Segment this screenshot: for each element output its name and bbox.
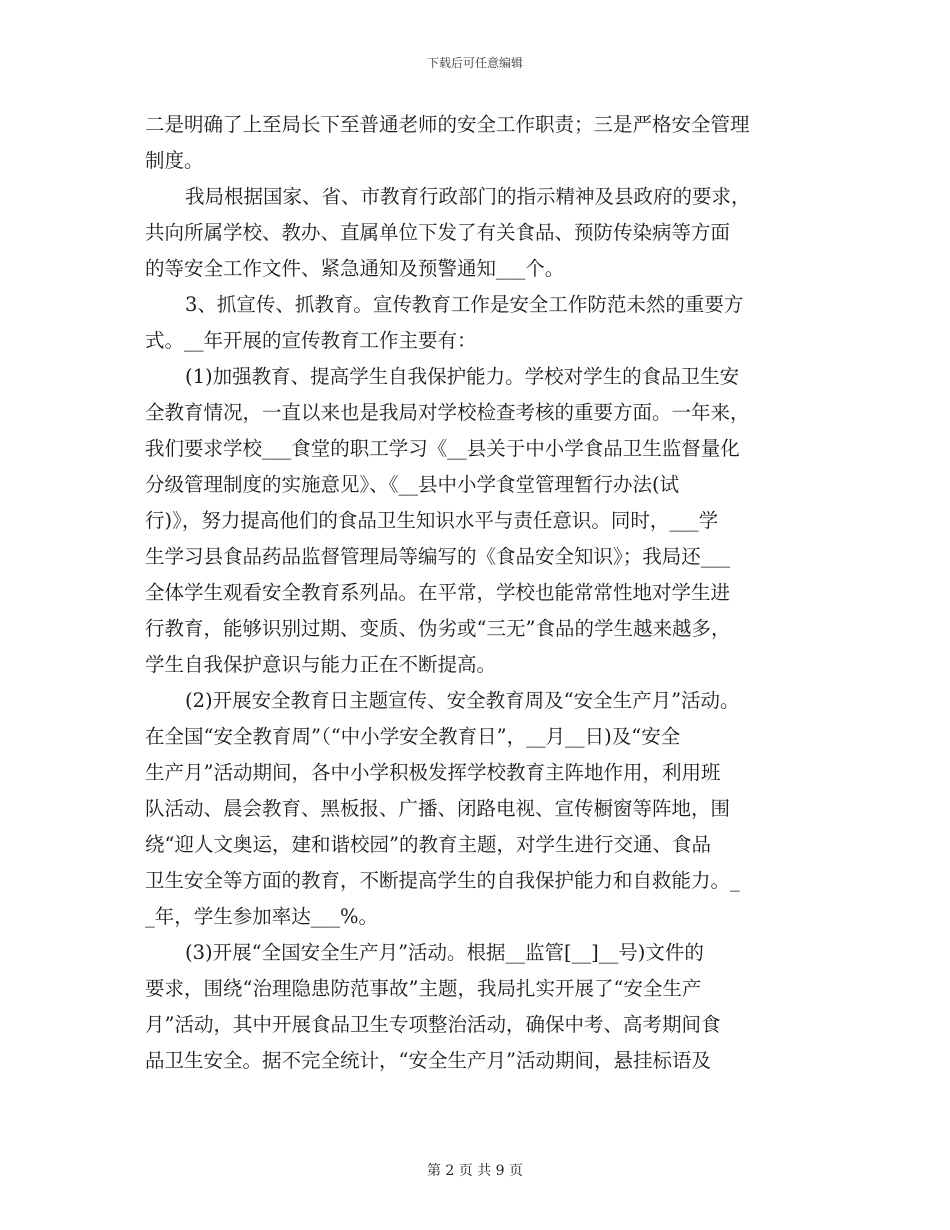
text-line: 我局根据国家、省、市教育行政部门的指示精神及县政府的要求， — [185, 185, 751, 208]
text-line: 月”活动，其中开展食品卫生专项整治活动，确保中考、高考期间食 — [145, 1013, 721, 1036]
text-line: 行)》，努力提高他们的食品卫生知识水平与责任意识。同时，___学 — [145, 509, 719, 532]
text-line: 品卫生安全。据不完全统计，“安全生产月”活动期间，悬挂标语及 — [145, 1049, 711, 1072]
text-line: 生学习县食品药品监督管理局等编写的《食品安全知识》；我局还___ — [145, 545, 731, 568]
text-line: 行教育，能够识别过期、变质、伪劣或“三无”食品的学生越来越多， — [145, 617, 731, 640]
text-line: (1)加强教育、提高学生自我保护能力。学校对学生的食品卫生安 — [185, 365, 740, 388]
text-line: _年，学生参加率达___%。 — [145, 905, 379, 928]
text-line: 要求，围绕“治理隐患防范事故”主题，我局扎实开展了“安全生产 — [145, 977, 702, 1000]
text-line: 二是明确了上至局长下至普通老师的安全工作职责；三是严格安全管理 — [145, 113, 750, 136]
text-line: 分级管理制度的实施意见》、《__县中小学食堂管理暂行办法(试 — [145, 473, 680, 496]
text-line: 制度。 — [145, 149, 204, 172]
text-line: 我们要求学校___食堂的职工学习《__县关于中小学食品卫生监督量化 — [145, 437, 740, 460]
text-line: 在全国“安全教育周”（“中小学安全教育日”，__月__日)及“安全 — [145, 725, 681, 748]
text-line: 全教育情况，一直以来也是我局对学校检查考核的重要方面。一年来， — [145, 401, 750, 424]
text-line: 式。__年开展的宣传教育工作主要有： — [145, 329, 477, 352]
text-line: 学生自我保护意识与能力正在不断提高。 — [145, 653, 497, 676]
text-line: 全体学生观看安全教育系列品。在平常，学校也能常常性地对学生进 — [145, 581, 731, 604]
page-header: 下载后可任意编辑 — [426, 56, 523, 70]
text-line: 3、抓宣传、抓教育。宣传教育工作是安全工作防范未然的重要方 — [185, 293, 744, 316]
text-line: 队活动、晨会教育、黑板报、广播、闭路电视、宣传橱窗等阵地，围 — [145, 797, 731, 820]
text-line: 共向所属学校、教办、直属单位下发了有关食品、预防传染病等方面 — [145, 221, 731, 244]
text-line: 卫生安全等方面的教育，不断提高学生的自我保护能力和自救能力。_ — [145, 869, 740, 892]
document-body — [145, 107, 835, 1079]
text-line: (2)开展安全教育日主题宣传、安全教育周及“安全生产月”活动。 — [185, 689, 740, 712]
text-line: 绕“迎人文奥运，建和谐校园”的教育主题，对学生进行交通、食品 — [145, 833, 711, 856]
text-line: 生产月”活动期间，各中小学积极发挥学校教育主阵地作用，利用班 — [145, 761, 721, 784]
page-footer: 第 2 页 共 9 页 — [426, 1163, 524, 1179]
text-line: 的等安全工作文件、紧急通知及预警通知___个。 — [145, 257, 565, 280]
text-line: (3)开展“全国安全生产月”活动。根据__监管[__]__号)文件的 — [185, 941, 704, 964]
